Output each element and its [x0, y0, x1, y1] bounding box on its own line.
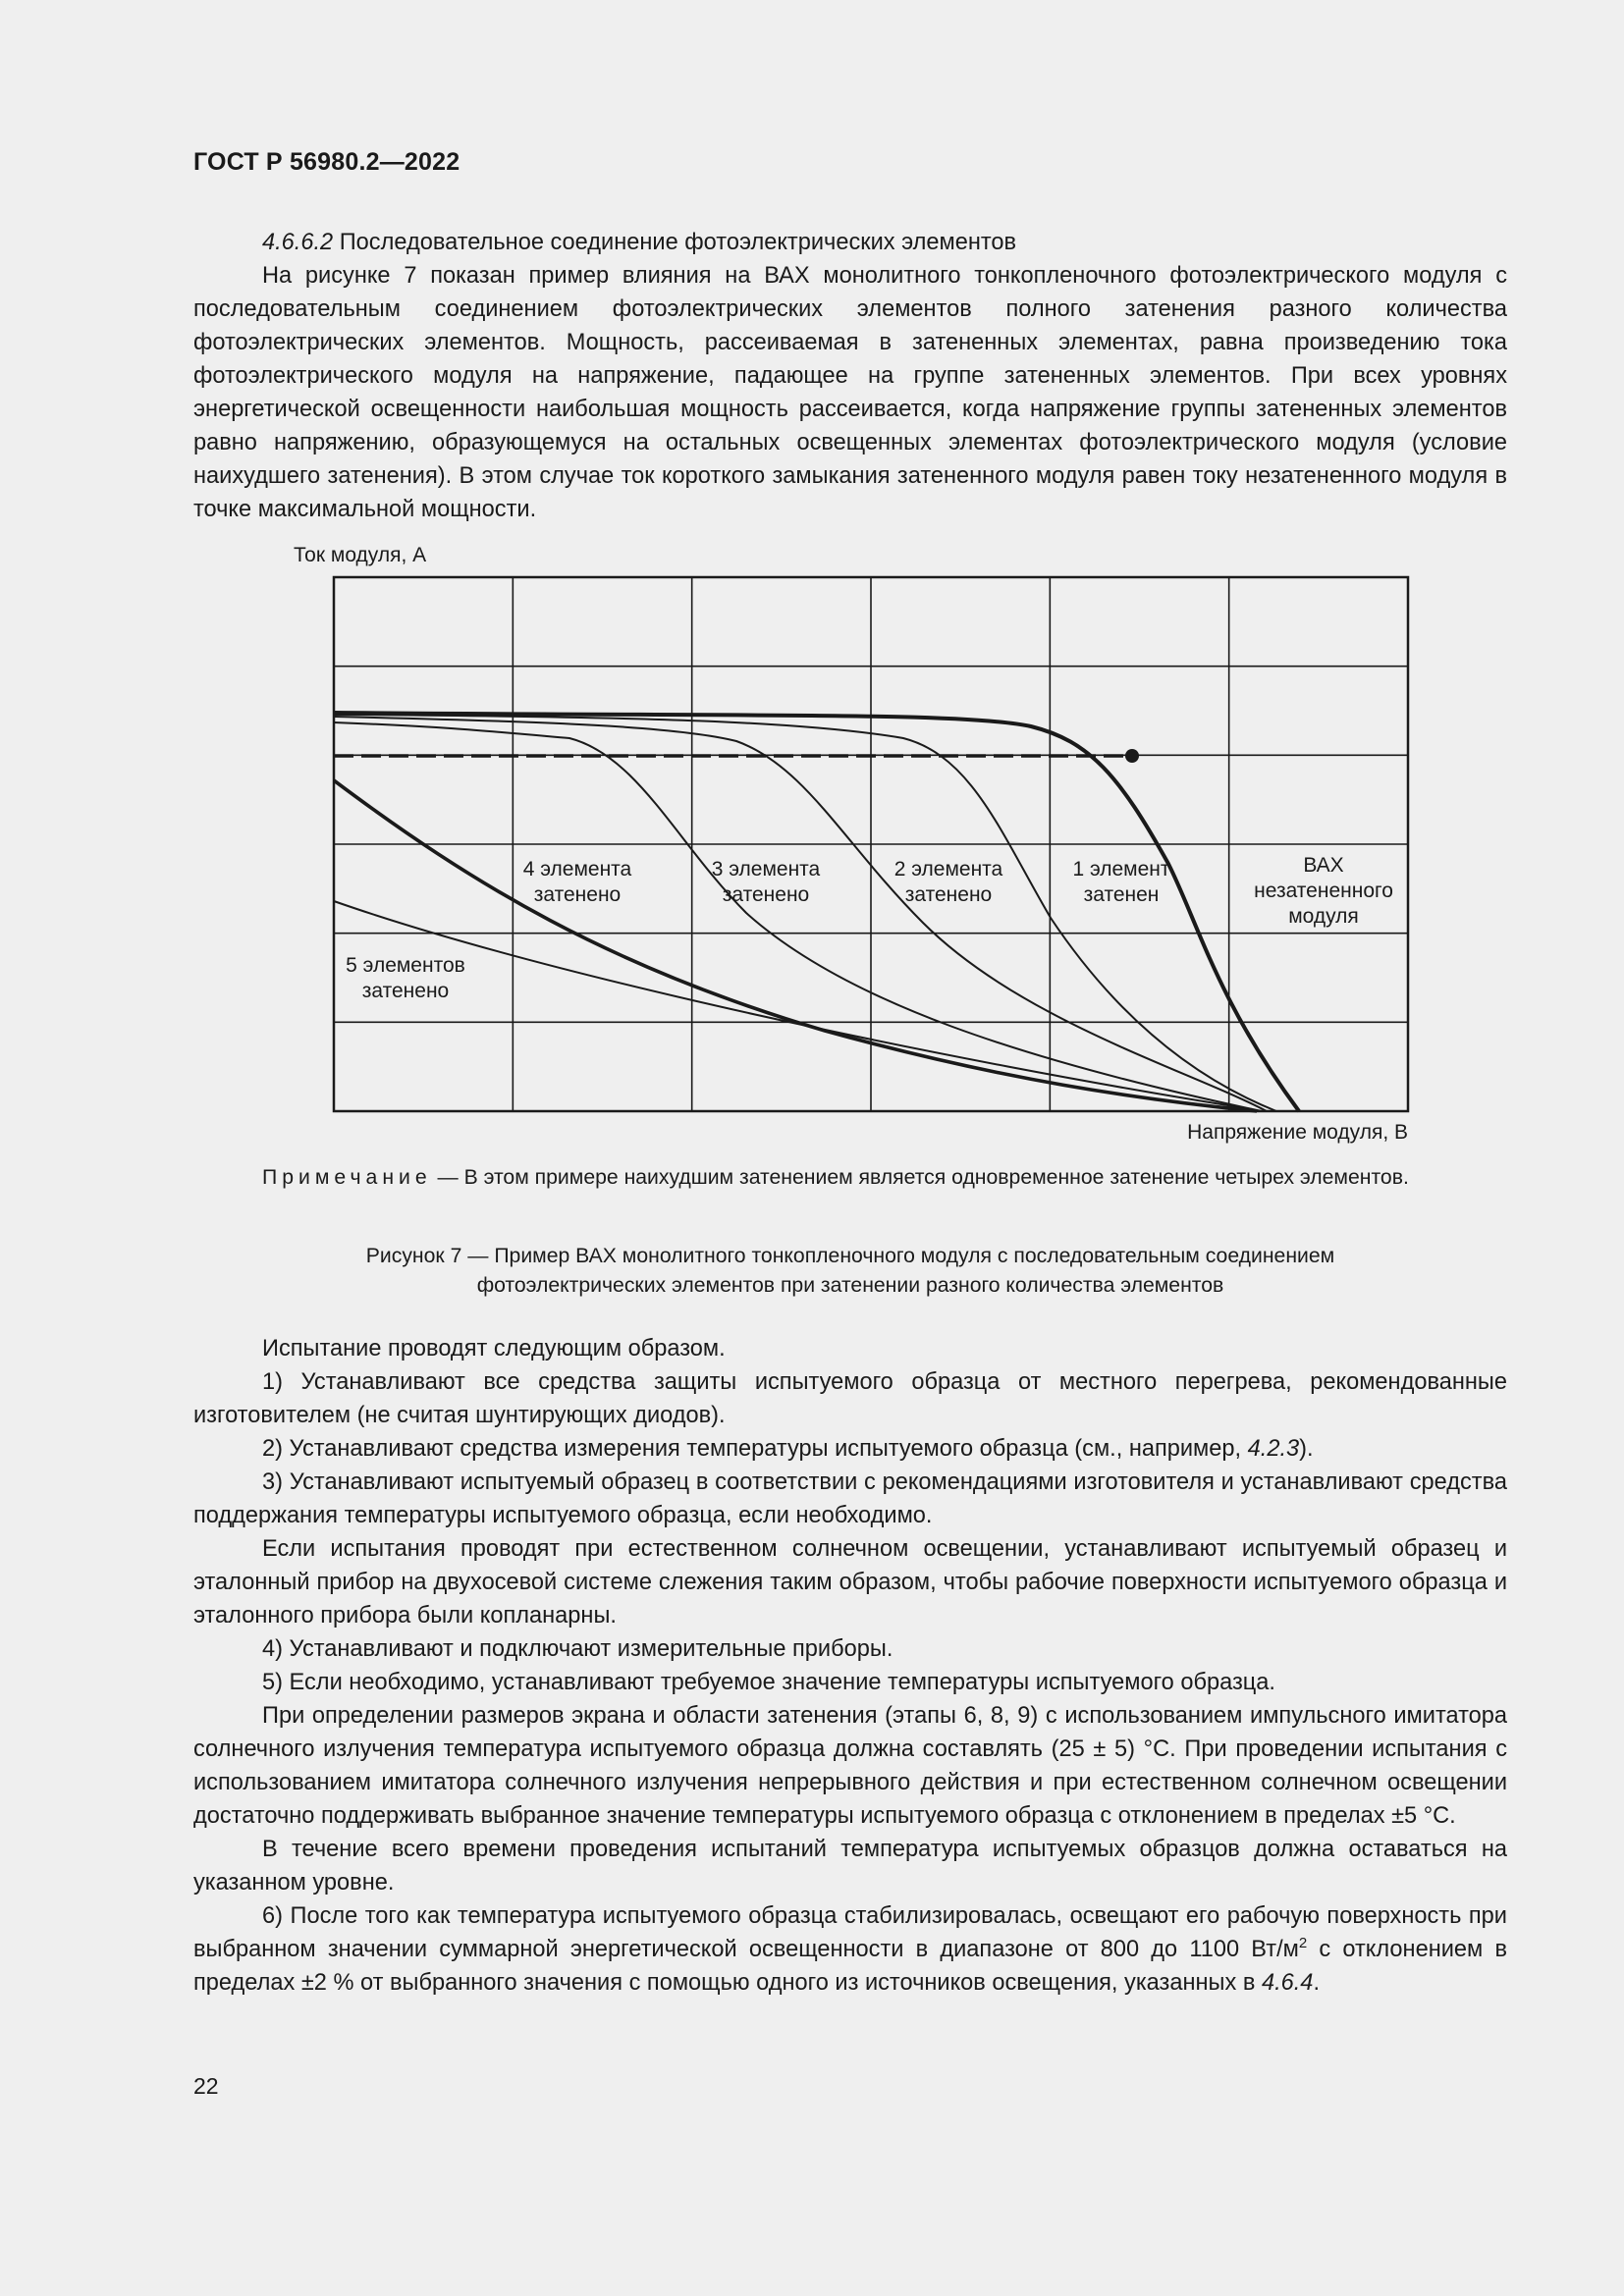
label-c1-line2: затенен — [1083, 883, 1160, 906]
label-c5-line1: 5 элементов — [346, 954, 465, 977]
page-number: 22 — [193, 2073, 219, 2099]
paragraph: При определении размеров экрана и области затенения (этапы 6, 8, 9) с использованием импульсного имитатора солнечного излучения температура испытуемого образца должна составлять (25 ± 5) °С. При проведении испытания с использованием имитатора солнечного излучения непрерывного действия и при естественном солнечном освещении достаточно поддерживать выбранное значение температуры испытуемого образца с отклонением в пределах ±5 °С. — [193, 1703, 1507, 1829]
cross-reference: 4.6.4 — [1261, 1970, 1314, 1996]
label-c5-line2: затенено — [361, 980, 450, 1002]
curve-1-shaded — [334, 715, 1276, 1111]
paragraph: Если испытания проводят при естественном солнечном освещении, устанавливают испытуемый образец и эталонный прибор на двухосевой системе слежения таким образом, чтобы рабочие поверхности испытуемого образца и эталонного прибора были копланарны. — [193, 1536, 1507, 1629]
note-text: — В этом примере наихудшим затенением является одновременное затенение четырех элементов. — [431, 1166, 1409, 1189]
label-c0-line2: незатененного — [1254, 880, 1393, 902]
paragraph — [193, 1899, 1507, 2000]
curve-4-shaded — [334, 780, 1257, 1111]
paragraph: На рисунке 7 показан пример влияния на ВАХ монолитного тонкопленочного фотоэлектрического модуля с последовательным соединением фотоэлектрических элементов полного затенения разного количества фотоэлектрических элементов. Мощность, рассеиваемая в затененных элементах, равна произведению тока фотоэлектрического модуля на напряжение, падающее на группе затененных элементов. При всех уровнях энергетической освещенности наибольшая мощность рассеивается, когда напряжение группы затененных элементов равно напряжению, образующемуся на остальных освещенных элементах фотоэлектрического модуля (условие наихудшего затенения). В этом случае ток короткого замыкания затененного модуля равен току незатененного модуля в точке максимальной мощности. — [193, 263, 1507, 522]
document-header: ГОСТ Р 56980.2—2022 — [193, 148, 460, 176]
curve-unshaded — [334, 713, 1299, 1111]
y-axis-label: Ток модуля, А — [294, 544, 427, 566]
label-c0-line1: ВАХ — [1303, 854, 1344, 877]
text-run: ). — [1299, 1436, 1314, 1462]
label-c4-line1: 4 элемента — [522, 858, 632, 881]
x-axis-label: Напряжение модуля, В — [1187, 1121, 1408, 1144]
paragraph: Испытание проводят следующим образом. — [262, 1336, 726, 1362]
section-number: 4.6.6.2 — [262, 230, 334, 255]
label-c4-line2: затенено — [533, 883, 622, 906]
section-text — [193, 226, 1507, 526]
caption-line-2: фотоэлектрических элементов при затенении разного количества элементов — [476, 1274, 1224, 1297]
paragraph: 3) Устанавливают испытуемый образец в соответствии с рекомендациями изготовителя и устанавливают средства поддержания температуры испытуемого образца, если необходимо. — [193, 1469, 1507, 1528]
procedure-text — [193, 1332, 1507, 2000]
paragraph: 1) Устанавливают все средства защиты испытуемого образца от местного перегрева, рекомендованные изготовителем (не считая шунтирующих диодов). — [193, 1369, 1507, 1428]
curve-5-shaded — [334, 901, 1252, 1109]
label-c1-line1: 1 элемент — [1072, 858, 1170, 881]
label-c3-line2: затенено — [722, 883, 810, 906]
figure-caption — [193, 1242, 1507, 1301]
section-heading — [193, 226, 1507, 259]
paragraph — [193, 1432, 1507, 1466]
text-run: 6) После того как температура испытуемого образца стабилизировалась, освещают его рабочую поверхность при выбранном значении суммарной энергетической освещенности в диапазоне от 800 до 1100 Вт/м — [193, 1903, 1507, 1962]
text-run: . — [1313, 1970, 1320, 1996]
figure-note — [193, 1163, 1507, 1193]
text-run: с отклонением в пределах ±2 % от выбранного значения с помощью одного из источников освещения, указанных в — [193, 1937, 1507, 1996]
paragraph: В течение всего времени проведения испытаний температура испытуемых образцов должна оставаться на указанном уровне. — [193, 1837, 1507, 1896]
label-c2-line2: затенено — [904, 883, 993, 906]
max-power-point — [1125, 749, 1139, 763]
cross-reference: 4.2.3 — [1247, 1436, 1300, 1462]
curve-2-shaded — [334, 717, 1267, 1111]
section-title: Последовательное соединение фотоэлектрических элементов — [339, 230, 1017, 255]
caption-line-1: Рисунок 7 — Пример ВАХ монолитного тонкопленочного модуля с последовательным соединением — [365, 1245, 1335, 1267]
label-c3-line1: 3 элемента — [711, 858, 821, 881]
figure-7 — [255, 530, 1434, 1158]
label-c0-line3: модуля — [1288, 905, 1359, 928]
paragraph: 5) Если необходимо, устанавливают требуемое значение температуры испытуемого образца. — [262, 1670, 1275, 1695]
superscript: 2 — [1298, 1935, 1308, 1952]
label-c2-line1: 2 элемента — [893, 858, 1003, 881]
note-label: Примечание — [262, 1166, 432, 1189]
iv-chart — [255, 530, 1434, 1158]
paragraph: 4) Устанавливают и подключают измерительные приборы. — [262, 1636, 893, 1662]
text-run: 2) Устанавливают средства измерения температуры испытуемого образца (см., например, — [262, 1436, 1248, 1462]
